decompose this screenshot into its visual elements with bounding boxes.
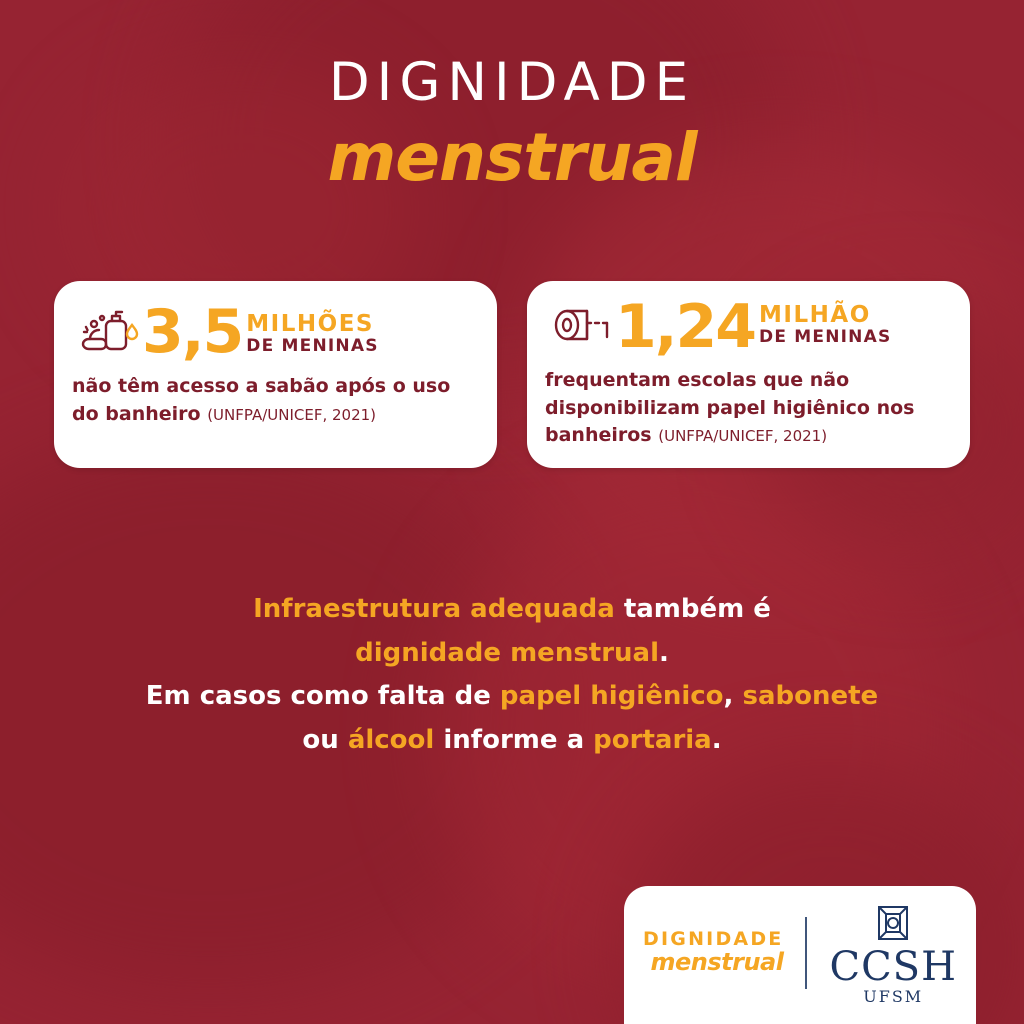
campaign-logo <box>643 930 783 975</box>
message-line-4-highlight-1: álcool <box>347 725 435 756</box>
stat-unit-line-1: MILHÃO <box>759 302 871 328</box>
stat-unit-line-2: DE MENINAS <box>759 327 892 348</box>
message-line-4-c: . <box>711 725 722 756</box>
stat-number: 1,24 <box>615 292 756 362</box>
soap-dispenser-icon <box>72 299 142 365</box>
title-line-1: DIGNIDADE <box>328 52 696 113</box>
message-line-4-highlight-2: portaria <box>593 725 712 756</box>
toilet-paper-roll-icon <box>545 299 615 365</box>
stat-card <box>527 281 970 468</box>
stat-description <box>72 373 475 428</box>
stat-source: (UNFPA/UNICEF, 2021) <box>207 405 377 424</box>
campaign-logo-line-2: menstrual <box>650 948 784 977</box>
message-line-4 <box>0 719 1024 763</box>
message-line-1 <box>0 588 1024 632</box>
poster-title <box>0 0 1024 196</box>
message-line-4-a: ou <box>302 725 348 756</box>
institution-logo <box>829 901 957 1006</box>
logo-divider <box>805 917 807 989</box>
stat-source: (UNFPA/UNICEF, 2021) <box>658 427 828 446</box>
message-line-4-b: informe a <box>434 725 594 756</box>
message-line-1-rest: também é <box>614 594 771 624</box>
stat-headline <box>72 296 475 367</box>
stat-unit <box>246 308 378 356</box>
message-line-3-highlight-2: sabonete <box>742 681 879 712</box>
stat-unit-line-1: MILHÕES <box>246 310 374 337</box>
footer-logo-card <box>624 886 976 1024</box>
ccsh-emblem-icon <box>871 901 915 945</box>
stat-number: 3,5 <box>142 296 243 367</box>
stat-headline <box>545 292 948 365</box>
message-block <box>0 588 1024 763</box>
stat-description <box>545 367 948 450</box>
message-line-2-rest: . <box>659 637 669 668</box>
university-name: UFSM <box>863 986 924 1006</box>
stat-unit <box>759 299 891 347</box>
stat-cards <box>0 281 1024 468</box>
message-line-3-a: Em casos como falta de <box>145 681 500 712</box>
message-line-3 <box>0 675 1024 719</box>
stat-unit-line-2: DE MENINAS <box>246 336 379 357</box>
stat-description-text: frequentam escolas que não disponibilizam papel higiênico nos banheiros <box>545 369 915 447</box>
message-line-2 <box>0 632 1024 676</box>
message-line-3-highlight-1: papel higiênico <box>499 681 724 712</box>
stat-description-text: não têm acesso a sabão após o uso do banheiro <box>72 375 451 425</box>
title-line-2: menstrual <box>327 119 697 196</box>
stat-card <box>54 281 497 468</box>
message-line-3-b: , <box>723 681 743 712</box>
institution-name: CCSH <box>829 943 957 990</box>
message-line-2-highlight: dignidade menstrual <box>355 637 660 668</box>
campaign-logo-line-1: DIGNIDADE <box>643 928 784 951</box>
message-line-1-highlight: Infraestrutura adequada <box>253 594 615 624</box>
